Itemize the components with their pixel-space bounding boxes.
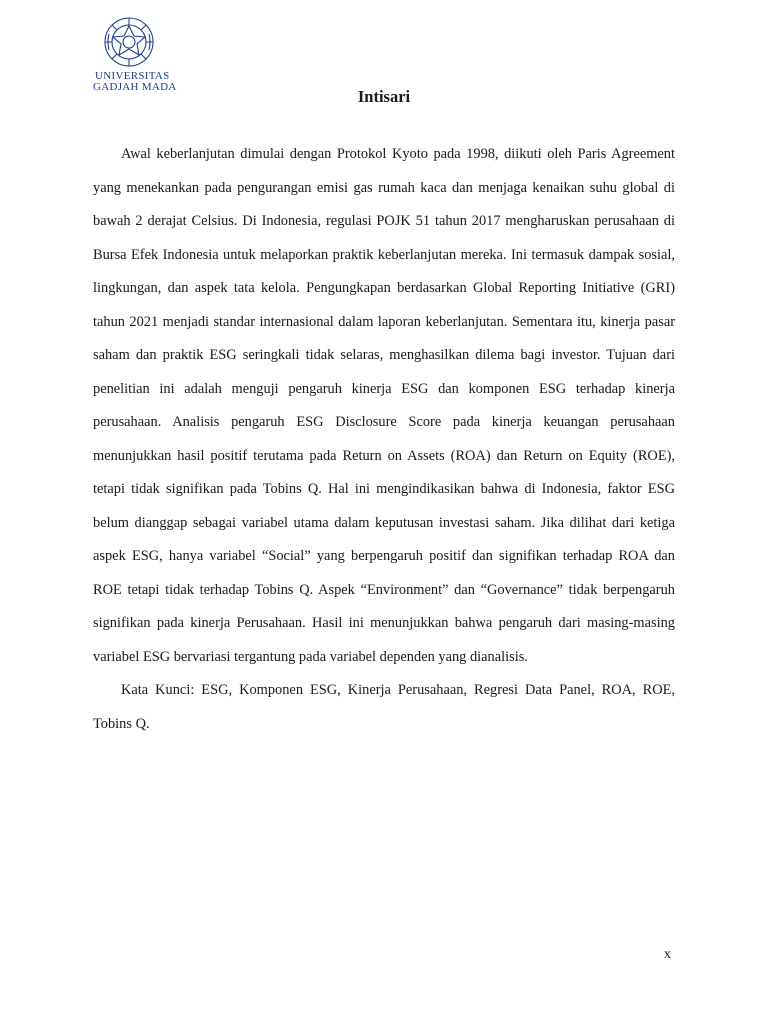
page-number: x [664,947,671,962]
page-title: Intisari [357,87,411,106]
abstract-paragraph: Awal keberlanjutan dimulai dengan Protokol Kyoto pada 1998, diikuti oleh Paris Agreement yang menekankan pada pengurangan emisi gas rumah kaca dan menjaga kenaikan suhu global di bawah 2 derajat Celsius. Di Indonesia, regulasi POJK 51 tahun 2017 mengharuskan perusahaan di Bursa Efek Indonesia untuk melaporkan praktik keberlanjutan mereka. Ini termasuk dampak sosial, lingkungan, dan aspek tata kelola. Pengungkapan berdasarkan Global Reporting Initiative (GRI) tahun 2021 menjadi standar internasional dalam laporan keberlanjutan. Sementara itu, kinerja pasar saham dan praktik ESG seringkali tidak selaras, menghasilkan dilema bagi investor. Tujuan dari penelitian ini adalah menguji pengaruh kinerja ESG dan komponen ESG terhadap kinerja perusahaan. Analisis pengaruh ESG Disclosure Score pada kinerja keuangan perusahaan menunjukkan hasil positif terutama pada Return on Assets (ROA) dan Return on Equity (ROE), tetapi tidak signifikan pada Tobins Q. Hal ini mengindikasikan bahwa di Indonesia, faktor ESG belum dianggap sebagai variabel utama dalam keputusan investasi saham. Jika dilihat dari ketiga aspek ESG, hanya variabel “Social” yang berpengaruh positif dan signifikan terhadap ROA dan ROE tetapi tidak terhadap Tobins Q. Aspek “Environment” dan “Governance” tidak berpengaruh signifikan pada kinerja Perusahaan. Hasil ini menunjukkan bahwa pengaruh dari masing-masing variabel ESG bervariasi tergantung pada variabel dependen yang dianalisis. [93,146,675,665]
logo-text-line-2: GADJAH MADA [93,81,177,93]
university-logo [92,16,178,96]
abstract-body [93,138,675,741]
keywords-paragraph: Kata Kunci: ESG, Komponen ESG, Kinerja Perusahaan, Regresi Data Panel, ROA, ROE, Tobins Q. [93,682,675,732]
logo-text-line-1: UNIVERSITAS [95,70,170,82]
university-seal-icon [103,16,155,68]
